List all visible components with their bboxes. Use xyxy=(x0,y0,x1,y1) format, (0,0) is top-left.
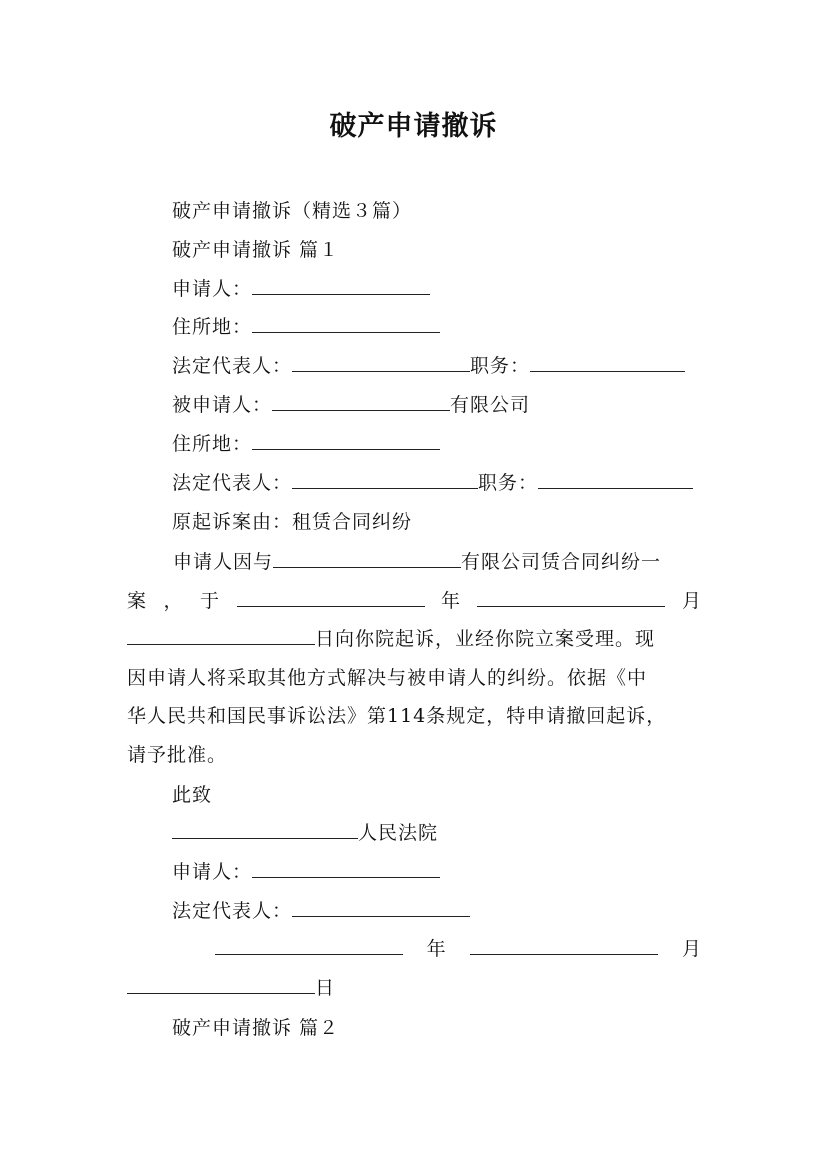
respondent-label: 被申请人： xyxy=(172,394,273,416)
body-line-1: 申请人因与 有限公司赁合同纠纷一 xyxy=(173,551,662,573)
respondent-legal-rep-line xyxy=(172,470,693,496)
position-label: 职务： xyxy=(478,472,539,494)
legal-rep-line xyxy=(172,353,685,379)
cause-value: 租赁合同纠纷 xyxy=(292,511,413,533)
respondent-blank[interactable] xyxy=(272,393,450,411)
applicant-label: 申请人： xyxy=(172,861,253,883)
subtitle: 破产申请撤诉（精选３篇） xyxy=(172,200,413,222)
address-label: 住所地： xyxy=(172,433,253,455)
closing-date-line-2: 日 xyxy=(127,969,702,1008)
cause-line xyxy=(172,509,412,535)
legal-rep-label: 法定代表人： xyxy=(172,900,293,922)
respondent-address-line xyxy=(172,431,440,457)
closing-legal-rep-line xyxy=(172,898,470,924)
year-blank[interactable] xyxy=(237,589,425,607)
body-line-2: 案 ， 于 年 月 xyxy=(127,589,702,612)
closing-legal-rep-blank[interactable] xyxy=(292,899,470,917)
applicant-blank[interactable] xyxy=(252,277,430,295)
month-blank[interactable] xyxy=(477,589,665,607)
body-line-4: 因申请人将采取其他方式解决与被申请人的纠纷。依据《中 xyxy=(127,666,648,689)
respondent-legal-rep-blank[interactable] xyxy=(292,471,478,489)
cause-label: 原起诉案由： xyxy=(172,511,293,533)
closing-applicant-line xyxy=(172,859,440,885)
section2-title: 破产申请撤诉 篇２ xyxy=(172,1017,340,1039)
day-blank[interactable] xyxy=(127,627,315,645)
closing-applicant-blank[interactable] xyxy=(252,860,440,878)
court-line xyxy=(172,820,438,846)
respondent-address-blank[interactable] xyxy=(252,432,440,450)
company-suffix: 有限公司 xyxy=(450,394,531,416)
legal-rep-label: 法定代表人： xyxy=(172,472,293,494)
closing-year-blank[interactable] xyxy=(215,937,403,955)
party-blank[interactable] xyxy=(273,550,461,568)
cizhi: 此致 xyxy=(172,784,213,806)
applicant-line xyxy=(172,276,430,302)
body-line-3: 日向你院起诉，业经你院立案受理。现 xyxy=(127,620,702,659)
body-paragraph xyxy=(127,543,702,775)
respondent-line xyxy=(172,392,530,418)
body-line-5: 华人民共和国民事诉讼法》第114条规定，特申请撤回起诉， xyxy=(127,705,667,728)
closing-date xyxy=(127,930,702,1007)
court-suffix: 人民法院 xyxy=(358,822,439,844)
applicant-label: 申请人： xyxy=(172,278,253,300)
closing-month-blank[interactable] xyxy=(470,937,658,955)
address-line xyxy=(172,314,440,340)
respondent-position-blank[interactable] xyxy=(538,471,693,489)
address-blank[interactable] xyxy=(252,315,440,333)
legal-rep-label: 法定代表人： xyxy=(172,355,293,377)
section1-title: 破产申请撤诉 篇１ xyxy=(172,239,340,261)
document-title: 破产申请撤诉 xyxy=(329,111,498,142)
address-label: 住所地： xyxy=(172,316,253,338)
legal-rep-blank[interactable] xyxy=(292,354,470,372)
position-blank[interactable] xyxy=(530,354,685,372)
closing-day-blank[interactable] xyxy=(127,976,315,994)
court-blank[interactable] xyxy=(172,821,358,839)
closing-date-line-1: 年 月 xyxy=(127,930,702,969)
position-label: 职务： xyxy=(470,355,531,377)
body-line-6: 请予批准。 xyxy=(127,743,228,766)
